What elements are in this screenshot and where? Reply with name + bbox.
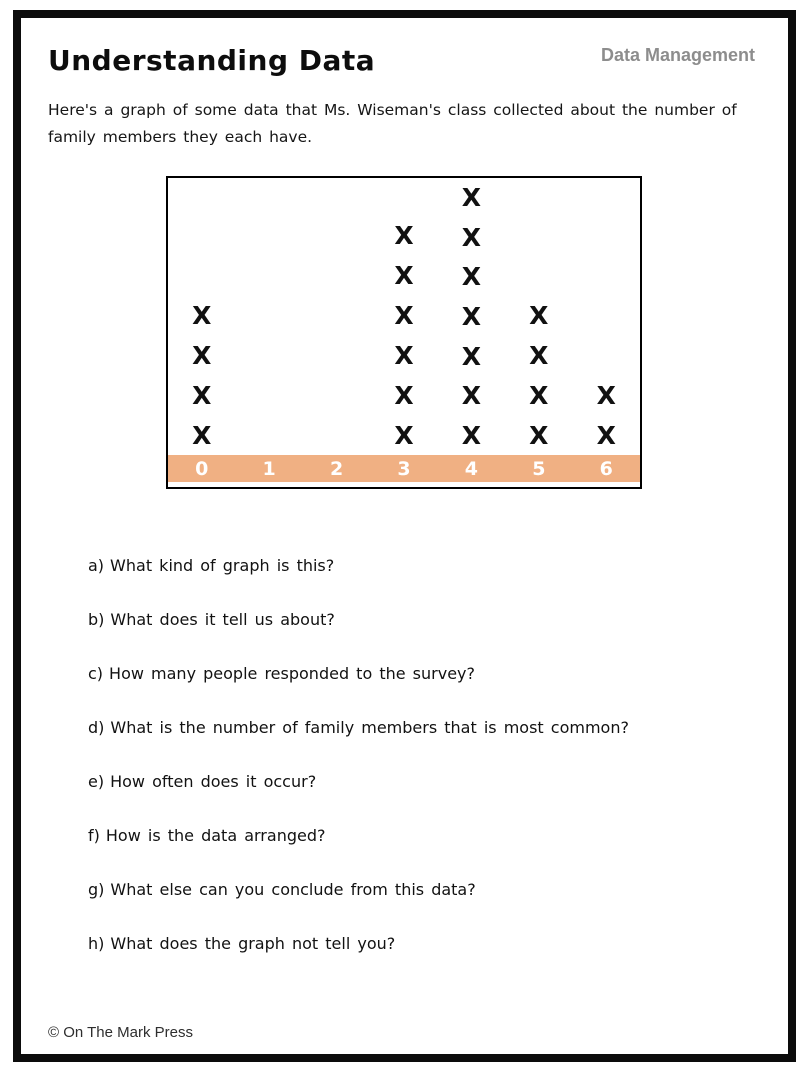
plot-column-2 [303, 178, 370, 455]
question-label: h) [88, 934, 105, 953]
x-marker: X [529, 340, 549, 370]
axis-tick-label-1: 1 [262, 457, 276, 480]
x-marker: X [529, 380, 549, 410]
question-text: What does the graph not tell you? [110, 934, 396, 953]
x-marker: X [461, 420, 482, 450]
unit-label: Data Management [600, 45, 755, 65]
x-marker: X [394, 420, 414, 450]
question-text: How often does it occur? [110, 772, 317, 791]
x-marker: X [596, 380, 616, 410]
x-marker: X [394, 340, 414, 370]
plot-column-4 [438, 178, 505, 455]
line-plot-chart [166, 176, 642, 489]
question-text: How is the data arranged? [105, 826, 326, 845]
x-marker: X [461, 341, 482, 371]
x-marker: X [192, 420, 212, 450]
axis-tick-label-4: 4 [464, 457, 479, 480]
question-item-g [88, 879, 728, 900]
x-marker: X [529, 420, 549, 450]
axis-tick-label-5: 5 [532, 457, 546, 480]
question-text: What kind of graph is this? [110, 556, 335, 575]
question-text: What is the number of family members that is most common? [110, 718, 629, 737]
question-label: e) [88, 772, 105, 791]
plot-column-0 [168, 178, 235, 455]
question-item-c [88, 663, 728, 684]
axis-band [168, 455, 640, 482]
plot-columns [168, 178, 640, 455]
x-marker: X [529, 300, 549, 330]
x-marker: X [394, 220, 414, 250]
question-label: f) [88, 826, 100, 845]
plot-column-5 [505, 178, 572, 455]
question-label: b) [88, 610, 105, 629]
axis-tick-label-3: 3 [397, 457, 411, 480]
plot-column-1 [235, 178, 302, 455]
intro-text: Here's a graph of some data that Ms. Wiseman's class collected about the number of family members they each have. [48, 101, 737, 147]
footer-copyright: © On The Mark Press [48, 1024, 193, 1041]
question-item-a [88, 555, 728, 576]
x-marker: X [461, 381, 482, 411]
question-text: What does it tell us about? [110, 610, 335, 629]
question-label: a) [88, 556, 105, 575]
x-marker: X [461, 301, 482, 331]
axis-tick-label-6: 6 [599, 457, 613, 480]
axis-tick-label-0: 0 [195, 457, 209, 480]
question-label: d) [88, 718, 105, 737]
question-item-b [88, 609, 728, 630]
x-marker: X [394, 380, 414, 410]
question-label: c) [88, 664, 104, 683]
x-marker: X [394, 260, 414, 290]
x-marker: X [461, 222, 482, 252]
x-marker: X [394, 300, 414, 330]
x-marker: X [192, 380, 212, 410]
question-label: g) [88, 880, 105, 899]
x-marker: X [192, 340, 212, 370]
plot-column-6 [573, 178, 640, 455]
question-item-f [88, 825, 728, 846]
x-marker: X [192, 300, 212, 330]
x-marker: X [461, 262, 482, 292]
page-title: Understanding Data [48, 44, 376, 77]
x-marker: X [461, 183, 482, 213]
plot-column-3 [370, 178, 437, 455]
question-text: How many people responded to the survey? [109, 664, 475, 683]
question-item-h [88, 933, 728, 954]
question-text: What else can you conclude from this data? [110, 880, 476, 899]
question-item-d [88, 717, 728, 738]
question-item-e [88, 771, 728, 792]
x-marker: X [596, 420, 616, 450]
axis-tick-label-2: 2 [329, 457, 344, 480]
question-list [88, 555, 728, 987]
